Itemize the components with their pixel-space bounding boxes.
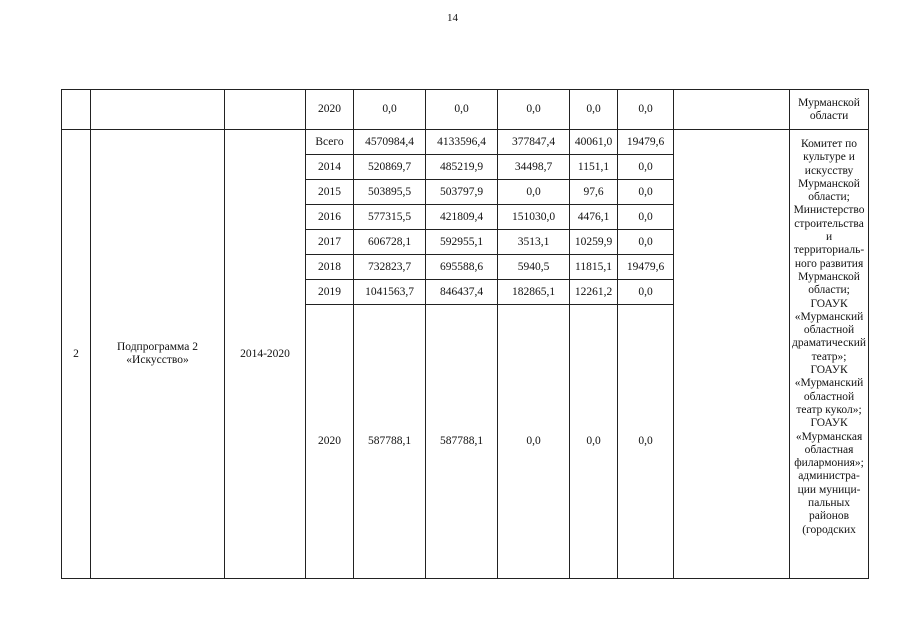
cell-year: 2014 (306, 155, 354, 180)
cell-year: 2015 (306, 180, 354, 205)
executor-line: области (809, 109, 849, 122)
executor-line: театр кукол»; (796, 403, 862, 416)
executor-line: районов (808, 510, 850, 523)
budget-table (61, 89, 869, 579)
cell-period (225, 90, 306, 130)
cell-program-period: 2014-2020 (225, 130, 306, 579)
cell-value: 577315,5 (354, 205, 426, 230)
cell-value: 0,0 (498, 305, 570, 579)
cell-value: 587788,1 (354, 305, 426, 579)
cell-value: 0,0 (570, 305, 618, 579)
cell-year: 2020 (306, 305, 354, 579)
cell-value: 1151,1 (570, 155, 618, 180)
cell-value: 0,0 (354, 90, 426, 130)
cell-value: 520869,7 (354, 155, 426, 180)
executor-line: строительства (794, 217, 864, 230)
executor-line: «Мурманский (794, 377, 864, 390)
executor-line: области; (808, 191, 850, 204)
cell-value: 151030,0 (498, 205, 570, 230)
executor-line: ГОАУК (810, 417, 848, 430)
cell-year: 2020 (306, 90, 354, 130)
cell-number (62, 90, 91, 130)
program-name-line: Подпрограмма 2 (116, 341, 198, 353)
executor-line: областной (803, 324, 855, 337)
executor-line: «Мурманская (795, 430, 863, 443)
cell-value: 421809,4 (426, 205, 498, 230)
cell-value: 0,0 (618, 155, 674, 180)
cell-value: 0,0 (618, 230, 674, 255)
executor-line: Комитет по (801, 138, 858, 150)
cell-value: 5940,5 (498, 255, 570, 280)
executor-line: администра- (798, 470, 860, 483)
executor-line: областная (804, 443, 854, 456)
executor-line: Мурманской (798, 177, 860, 190)
cell-value: 0,0 (618, 205, 674, 230)
table-row (62, 90, 869, 130)
cell-value: 1041563,7 (354, 280, 426, 305)
cell-value: 40061,0 (570, 130, 618, 155)
cell-value: 4570984,4 (354, 130, 426, 155)
executor-line: ции муници- (797, 483, 861, 496)
cell-value: 732823,7 (354, 255, 426, 280)
executor-line: ного развития (794, 257, 864, 270)
cell-value: 695588,6 (426, 255, 498, 280)
cell-value: 182865,1 (498, 280, 570, 305)
cell-program-name (91, 130, 225, 579)
cell-executor (790, 90, 869, 130)
cell-value: 592955,1 (426, 230, 498, 255)
executor-line: ГОАУК (810, 364, 848, 377)
cell-value: 485219,9 (426, 155, 498, 180)
cell-value: 377847,4 (498, 130, 570, 155)
cell-value: 0,0 (426, 90, 498, 130)
executor-line: территориаль- (793, 244, 865, 257)
cell-value: 4476,1 (570, 205, 618, 230)
executor-line: драматический (792, 337, 867, 350)
executor-line: и (825, 231, 833, 244)
cell-year: 2019 (306, 280, 354, 305)
cell-value: 34498,7 (498, 155, 570, 180)
executor-line: Мурманской (798, 270, 860, 283)
cell-value: 0,0 (570, 90, 618, 130)
executor-line: «Мурманский (794, 310, 864, 323)
cell-value: 0,0 (618, 280, 674, 305)
cell-program-number: 2 (62, 130, 91, 579)
cell-value: 97,6 (570, 180, 618, 205)
cell-empty (674, 130, 790, 579)
executor-line: Мурманской (798, 96, 860, 109)
cell-value: 503797,9 (426, 180, 498, 205)
cell-year: 2018 (306, 255, 354, 280)
cell-value: 0,0 (618, 180, 674, 205)
program-name-line: «Искусство» (126, 354, 189, 366)
cell-empty (674, 90, 790, 130)
cell-year: 2016 (306, 205, 354, 230)
cell-program-executor (790, 130, 869, 579)
executor-line: областной (803, 390, 855, 403)
executor-line: области; (808, 284, 850, 297)
cell-value: 19479,6 (618, 255, 674, 280)
cell-value: 503895,5 (354, 180, 426, 205)
cell-year: 2017 (306, 230, 354, 255)
cell-value: 0,0 (498, 180, 570, 205)
cell-value: 10259,9 (570, 230, 618, 255)
cell-value: 0,0 (498, 90, 570, 130)
page-number: 14 (447, 12, 458, 24)
cell-value: 606728,1 (354, 230, 426, 255)
cell-value: 19479,6 (618, 130, 674, 155)
executor-line: ГОАУК (810, 297, 848, 310)
cell-value: 12261,2 (570, 280, 618, 305)
cell-value: 0,0 (618, 90, 674, 130)
executor-line: Министерство (793, 204, 865, 217)
cell-value: 3513,1 (498, 230, 570, 255)
executor-line: филармония»; (794, 457, 864, 470)
executor-line: искусству (804, 164, 854, 177)
cell-name (91, 90, 225, 130)
cell-value: 11815,1 (570, 255, 618, 280)
cell-year: Всего (306, 130, 354, 155)
executor-line: культуре и (803, 151, 855, 164)
executor-line: пальных (808, 497, 851, 510)
table-row (62, 130, 869, 155)
executor-line: театр»; (811, 350, 847, 363)
cell-value: 4133596,4 (426, 130, 498, 155)
cell-value: 0,0 (618, 305, 674, 579)
executor-line: (городских (802, 523, 856, 536)
cell-value: 846437,4 (426, 280, 498, 305)
cell-value: 587788,1 (426, 305, 498, 579)
